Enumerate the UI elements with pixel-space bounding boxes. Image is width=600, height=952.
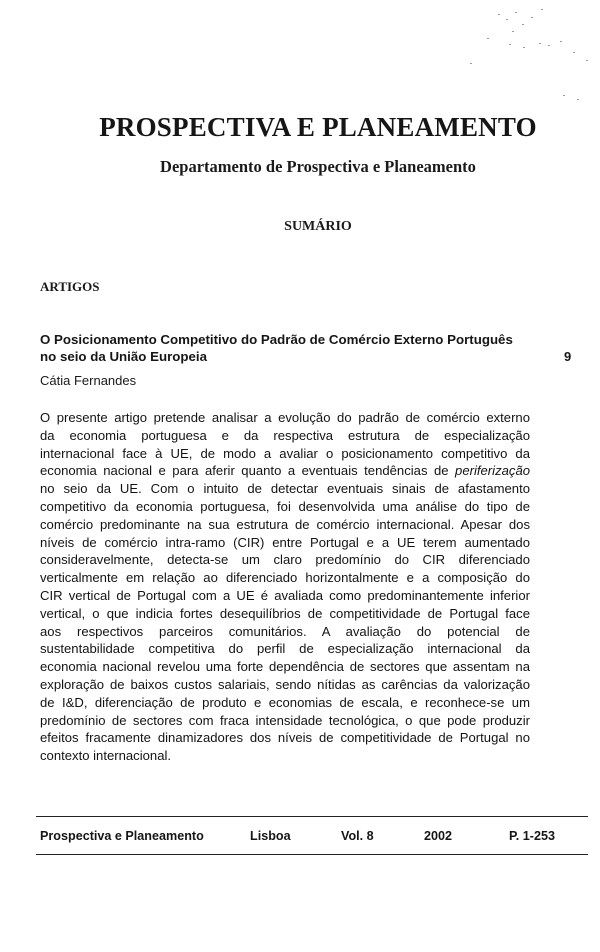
department-subtitle: Departamento de Prospectiva e Planeamento <box>160 157 476 176</box>
abstract-line: verticalmente em relação ao diferenciado horizontalmente e a composição do <box>40 570 530 586</box>
article-abstract <box>40 409 530 765</box>
abstract-line: CIR vertical de Portugal com a UE é avaliada como predominantemente inferior <box>40 587 530 603</box>
abstract-line-text: economia nacional e para aferir quanto a eventuais tendências de <box>40 463 449 479</box>
abstract-line: efeitos fracamente dinamizadores dos níveis de competitividade de Portugal no <box>40 730 530 746</box>
article-title-line-2: no seio da União Europeia <box>40 349 207 364</box>
footer-journal: Prospectiva e Planeamento <box>40 829 204 843</box>
abstract-line: da economia portuguesa e da respectiva estrutura de especialização <box>40 427 530 443</box>
abstract-line: exploração de baixos custos salariais, sendo nítidas as carências da valorização <box>40 676 530 692</box>
abstract-line: comércio predominante na sua estrutura de comércio internacional. Apesar dos <box>40 516 530 532</box>
footer-pages: P. 1-253 <box>509 829 555 843</box>
section-heading: ARTIGOS <box>40 279 100 294</box>
abstract-line: consideravelmente, detecta-se um claro predomínio do CIR diferenciado <box>40 552 530 568</box>
article-page-number: 9 <box>564 349 572 364</box>
abstract-line: economia nacional revelou uma forte dependência de sectores que assentam na <box>40 659 530 675</box>
abstract-line: contexto internacional. <box>40 748 172 764</box>
footer-volume: Vol. 8 <box>341 829 374 843</box>
abstract-line <box>40 462 530 480</box>
footer-year: 2002 <box>424 829 453 843</box>
abstract-line: vertical, o que indicia fortes desequilíbrios de competitividade de Portugal face <box>40 605 530 621</box>
abstract-line: competitivo da economia portuguesa, foi desenvolvida uma análise do tipo de <box>40 498 530 514</box>
abstract-line: sustentabilidade competitiva do perfil de especialização internacional da <box>40 641 530 657</box>
footer-top-divider <box>36 816 588 817</box>
abstract-line: O presente artigo pretende analisar a evolução do padrão de comércio externo <box>40 410 530 425</box>
abstract-line: de I&D, diferenciação de produto e economias de escala, e reconhece-se um <box>40 694 530 710</box>
contents-heading: SUMÁRIO <box>284 219 352 234</box>
article-title-line-1: O Posicionamento Competitivo do Padrão de Comércio Externo Português <box>40 332 513 347</box>
abstract-line: níveis de comércio intra-ramo (CIR) entre Portugal e a UE terem aumentado <box>40 534 530 550</box>
footer-city: Lisboa <box>250 829 291 843</box>
footer-bottom-divider <box>36 854 588 855</box>
abstract-line: no seio da UE. Com o intuito de detectar eventuais sinais de afastamento <box>40 481 530 497</box>
abstract-line: predomínio de sectores com fraca intensidade tecnológica, o que pode produzir <box>40 712 530 728</box>
article-author: Cátia Fernandes <box>40 373 137 388</box>
article-title <box>40 331 540 365</box>
abstract-line: internacional face à UE, de modo a avaliar o posicionamento competitivo da <box>40 445 530 461</box>
journal-title: PROSPECTIVA E PLANEAMENTO <box>99 112 537 142</box>
abstract-line: aos respectivos parceiros comunitários. A avaliação do potencial de <box>40 623 530 639</box>
emphasized-term: periferização <box>455 463 531 479</box>
